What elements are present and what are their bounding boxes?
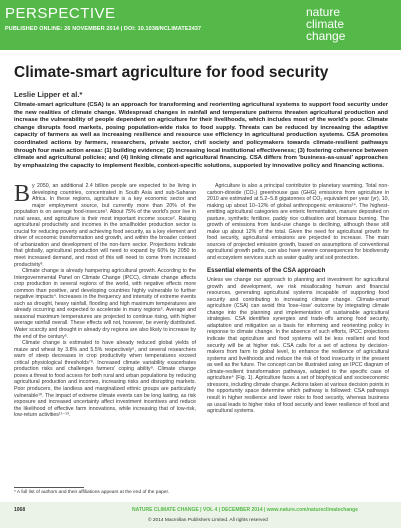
intro-text: y 2050, an additional 2.4 billion people are expected to be living in developing countries, concentrated in South Asia and sub-Saharan Africa. In these regions, agriculture is a key economic sector and major employment source, but currently more than 20% of the population is on average food-insecure¹. About 75% of the world's poor live in rural areas, and agriculture is their most important income source². Raising agricultural productivity and incomes in the smallholder production sector is crucial for reducing poverty and achieving food security, as a key element and driver of economic transformation and growth, and within the broader context of urbanization and development of the non-farm sector. Projections indicate that globally, agricultural production will need to expand by 60% by 2050 to meet increased demand, and most of this will need to come from increased productivity³. xyxy=(14,183,196,268)
article-title: Climate-smart agriculture for food security xyxy=(14,64,329,81)
journal-footer: NATURE CLIMATE CHANGE | VOL 4 | DECEMBER 2014 | www.nature.com/natureclimatechange xyxy=(132,507,358,513)
paragraph: Unless we change our approach to planning and investment for agricultural growth and development, we risk misallocating human and financial resources, generating agricultural systems incapable of supporting food security and contributing to increasing climate change. Climate-smart agriculture (CSA) can avoid this 'lose–lose' outcome by integrating climate change into the planning and implementation of sustainable agricultural strategies. CSA identifies synergies and trade-offs among food security, adaptation and mitigation as a basis for informing and reorienting policy in response to climate change. In the absence of such efforts, IPCC projections indicate that agriculture and food systems will be less resilient and food security will be at higher risk. CSA calls for a set of actions by decision-makers from farm to global level, to enhance the resilience of agricultural systems and livelihoods and reduce the risk of food insecurity in the present as well as the future. The concept can be illustrated using an IPCC diagram of climate-resilient transformation pathways, adapted to the specific case of agriculture⁴ (Fig. 1). Agriculture faces a set of biophysical and socioeconomic stressors, including climate change. Actions taken at various decision points in the opportunity space determine which pathway is followed: CSA pathways result in higher resilience and lower risks to food security, whereas business as usual leads to higher risks of food security and lower resilience of food and agricultural systems. xyxy=(207,277,389,415)
intro-paragraph xyxy=(14,183,196,268)
page-number: 1068 xyxy=(14,507,26,513)
dropcap: B xyxy=(14,181,31,207)
left-column xyxy=(14,183,196,419)
paragraph: Agriculture is also a principal contributor to planetary warming. Total non-carbon-dioxide (CO₂) greenhouse gas (GHG) emissions from agriculture in 2010 are estimated at 5.2–5.8 gigatonnes of CO₂ equivalent per year (yr), 10, making up about 10–12% of global anthropogenic emissions¹⁴. The highest-emitting agricultural categories are enteric fermentation, manure deposited on pasture, synthetic fertilizer, paddy rice cultivation and biomass burning. The growth of emissions from land-use change is declining, although these still make up about 12% of the total. Given the need for agricultural growth for food security, agricultural emissions are projected to increase. The main sources of projected emission growth, based on assumptions of conventional agricultural growth paths, can also have severe consequences for biodiversity and ecosystem services such as water quality and soil protection. xyxy=(207,183,389,262)
section-heading: Essential elements of the CSA approach xyxy=(207,266,326,274)
logo-line-climate-change: climate change xyxy=(306,17,346,43)
logo-line-nature: nature xyxy=(306,5,341,19)
section-label: PERSPECTIVE xyxy=(5,5,116,22)
footer-band xyxy=(0,502,401,528)
copyright: © 2014 Macmillan Publishers Limited. All rights reserved xyxy=(148,518,268,523)
paragraph: Climate change is already hampering agricultural growth. According to the Intergovernmental Panel on Climate Change (IPCC), climate change affects crop production in several regions of the world, with negative effects more common than positive, and developing countries highly vulnerable to further negative impacts⁴. Increases in the frequency and intensity of extreme events such as drought, heavy rainfall, flooding and high maximum temperatures are already occurring and expected to accelerate in many regions⁵. Average and seasonal maximum temperatures are projected to continue rising, with higher average rainfall overall. These effects will not, however, be evenly distributed. Water scarcity and drought in already dry regions are also likely to increase by the end of the century⁵. xyxy=(14,268,196,340)
footnote: * A full list of authors and their affiliations appears at the end of the paper. xyxy=(14,490,170,495)
footnote-divider xyxy=(14,487,84,488)
journal-logo xyxy=(306,6,364,42)
header-band xyxy=(0,0,401,50)
right-column xyxy=(207,183,389,415)
abstract: Climate-smart agriculture (CSA) is an approach for transforming and reorienting agricultural systems to support food security under the new realities of climate change. Widespread changes in rainfall and temperature patterns threaten agricultural production and increase the vulnerability of people dependent on agriculture for their livelihoods, which includes most of the world's poor. Climate change disrupts food markets, posing population-wide risks to food supply. Threats can be reduced by increasing the adaptive capacity of farmers as well as increasing resilience and resource use efficiency in agricultural production systems. CSA promotes coordinated actions by farmers, researchers, private sector, civil society and policymakers towards climate-resilient pathways through four main action areas: (1) building evidence; (2) increasing local institutional effectiveness; (3) fostering coherence between climate and agricultural policies; and (4) linking climate and agricultural financing. CSA differs from 'business-as-usual' approaches by emphasizing the capacity to implement flexible, context-specific solutions, supported by innovative policy and financing actions. xyxy=(14,102,388,169)
paragraph: Climate change is estimated to have already reduced global yields of maize and wheat by 3.8% and 5.5% respectively⁶, and several researchers warn of steep decreases in crop productivity when temperatures exceed critical physiological thresholds⁷⁸. Increased climate variability exacerbates production risks and challenges farmers' coping ability⁹. Climate change poses a threat to food access for both rural and urban populations by reducing agricultural production and incomes, increasing risks and disrupting markets. Poor producers, the landless and marginalized ethnic groups are particularly vulnerable¹⁰. The impact of extreme climate events can be long lasting, as risk exposure and increased uncertainty affect investment incentives and reduce the likelihood of effective farm innovations, while increasing that of low-risk, low-return activities¹¹⁻¹³. xyxy=(14,340,196,419)
authors: Leslie Lipper et al.* xyxy=(14,90,83,99)
publication-info: PUBLISHED ONLINE: 26 NOVEMBER 2014 | DOI: 10.1038/NCLIMATE2437 xyxy=(5,26,202,32)
